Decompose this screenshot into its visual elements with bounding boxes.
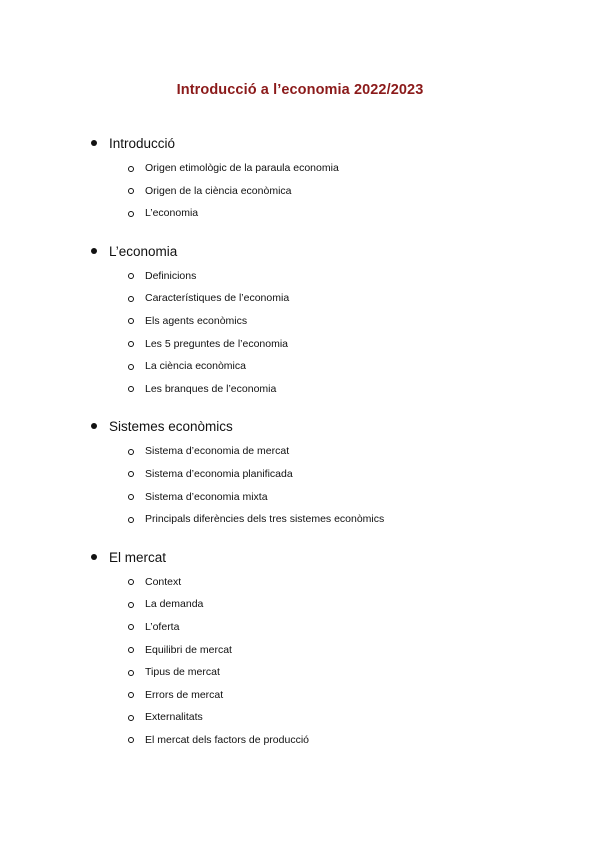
list-item-label: La ciència econòmica <box>145 360 246 373</box>
hollow-bullet-icon <box>128 318 134 324</box>
hollow-bullet-icon <box>128 494 134 500</box>
hollow-bullet-icon <box>128 211 134 217</box>
hollow-bullet-icon <box>128 579 134 585</box>
hollow-bullet-icon <box>128 166 134 172</box>
list-item <box>0 729 600 752</box>
section-label: El mercat <box>109 549 167 565</box>
list-item-label: Context <box>145 575 182 588</box>
list-item-label: El mercat dels factors de producció <box>145 733 309 746</box>
list-item <box>0 639 600 662</box>
list-item-label: Sistema d’economia mixta <box>145 490 268 503</box>
page-title: Introducció a l’economia 2022/2023 <box>176 81 424 98</box>
sub-list <box>0 157 600 225</box>
filled-bullet-icon <box>91 140 97 146</box>
list-item-label: L’economia <box>145 207 199 220</box>
hollow-bullet-icon <box>128 602 134 608</box>
list-item <box>0 661 600 684</box>
list-item-label: La demanda <box>145 598 204 611</box>
sub-list <box>0 440 600 530</box>
list-item-label: Les branques de l’economia <box>145 382 277 395</box>
list-item <box>0 310 600 333</box>
hollow-bullet-icon <box>128 364 134 370</box>
section-el-mercat <box>0 547 600 752</box>
list-item <box>0 463 600 486</box>
list-item <box>0 486 600 509</box>
hollow-bullet-icon <box>128 471 134 477</box>
section-heading <box>0 416 600 437</box>
list-item <box>0 440 600 463</box>
list-item-label: Origen etimològic de la paraula economia <box>145 162 339 174</box>
hollow-bullet-icon <box>128 670 134 676</box>
section-label: L’economia <box>109 243 178 259</box>
hollow-bullet-icon <box>128 188 134 194</box>
hollow-bullet-icon <box>128 624 134 630</box>
list-item <box>0 378 600 401</box>
list-item <box>0 571 600 594</box>
list-item-label: Els agents econòmics <box>145 314 248 327</box>
list-item <box>0 180 600 203</box>
section-label: Introducció <box>109 136 176 151</box>
list-item <box>0 355 600 378</box>
sub-list <box>0 265 600 401</box>
section-sistemes-economics <box>0 416 600 530</box>
hollow-bullet-icon <box>128 715 134 721</box>
list-item-label: Sistema d’economia de mercat <box>145 445 290 458</box>
list-item <box>0 593 600 616</box>
table-of-contents <box>0 133 600 767</box>
section-heading <box>0 547 600 568</box>
list-item <box>0 508 600 531</box>
hollow-bullet-icon <box>128 449 134 455</box>
sub-list <box>0 571 600 752</box>
list-item-label: Origen de la ciència econòmica <box>145 184 292 197</box>
list-item <box>0 265 600 288</box>
filled-bullet-icon <box>91 554 97 560</box>
hollow-bullet-icon <box>128 386 134 392</box>
hollow-bullet-icon <box>128 296 134 302</box>
list-item-label: Les 5 preguntes de l’economia <box>145 337 289 350</box>
section-introduccio <box>0 133 600 225</box>
section-heading <box>0 241 600 262</box>
list-item <box>0 706 600 729</box>
list-item-label: Principals diferències dels tres sistemes econòmics <box>145 513 385 526</box>
list-item <box>0 287 600 310</box>
hollow-bullet-icon <box>128 647 134 653</box>
list-item <box>0 616 600 639</box>
list-item-label: Definicions <box>145 269 197 282</box>
hollow-bullet-icon <box>128 341 134 347</box>
list-item-label: Equilibri de mercat <box>145 643 232 656</box>
list-item <box>0 157 600 180</box>
section-label: Sistemes econòmics <box>109 419 233 435</box>
section-heading <box>0 133 600 154</box>
list-item-label: Característiques de l’economia <box>145 292 290 305</box>
filled-bullet-icon <box>91 423 97 429</box>
section-leconomia <box>0 241 600 401</box>
list-item <box>0 684 600 707</box>
list-item-label: Tipus de mercat <box>145 666 220 679</box>
hollow-bullet-icon <box>128 692 134 698</box>
hollow-bullet-icon <box>128 737 134 743</box>
list-item-label: L’oferta <box>145 620 180 633</box>
filled-bullet-icon <box>91 248 97 254</box>
hollow-bullet-icon <box>128 273 134 279</box>
list-item <box>0 202 600 225</box>
hollow-bullet-icon <box>128 517 134 523</box>
list-item-label: Sistema d’economia planificada <box>145 467 293 480</box>
list-item-label: Externalitats <box>145 711 203 724</box>
list-item-label: Errors de mercat <box>145 688 224 701</box>
list-item <box>0 333 600 356</box>
